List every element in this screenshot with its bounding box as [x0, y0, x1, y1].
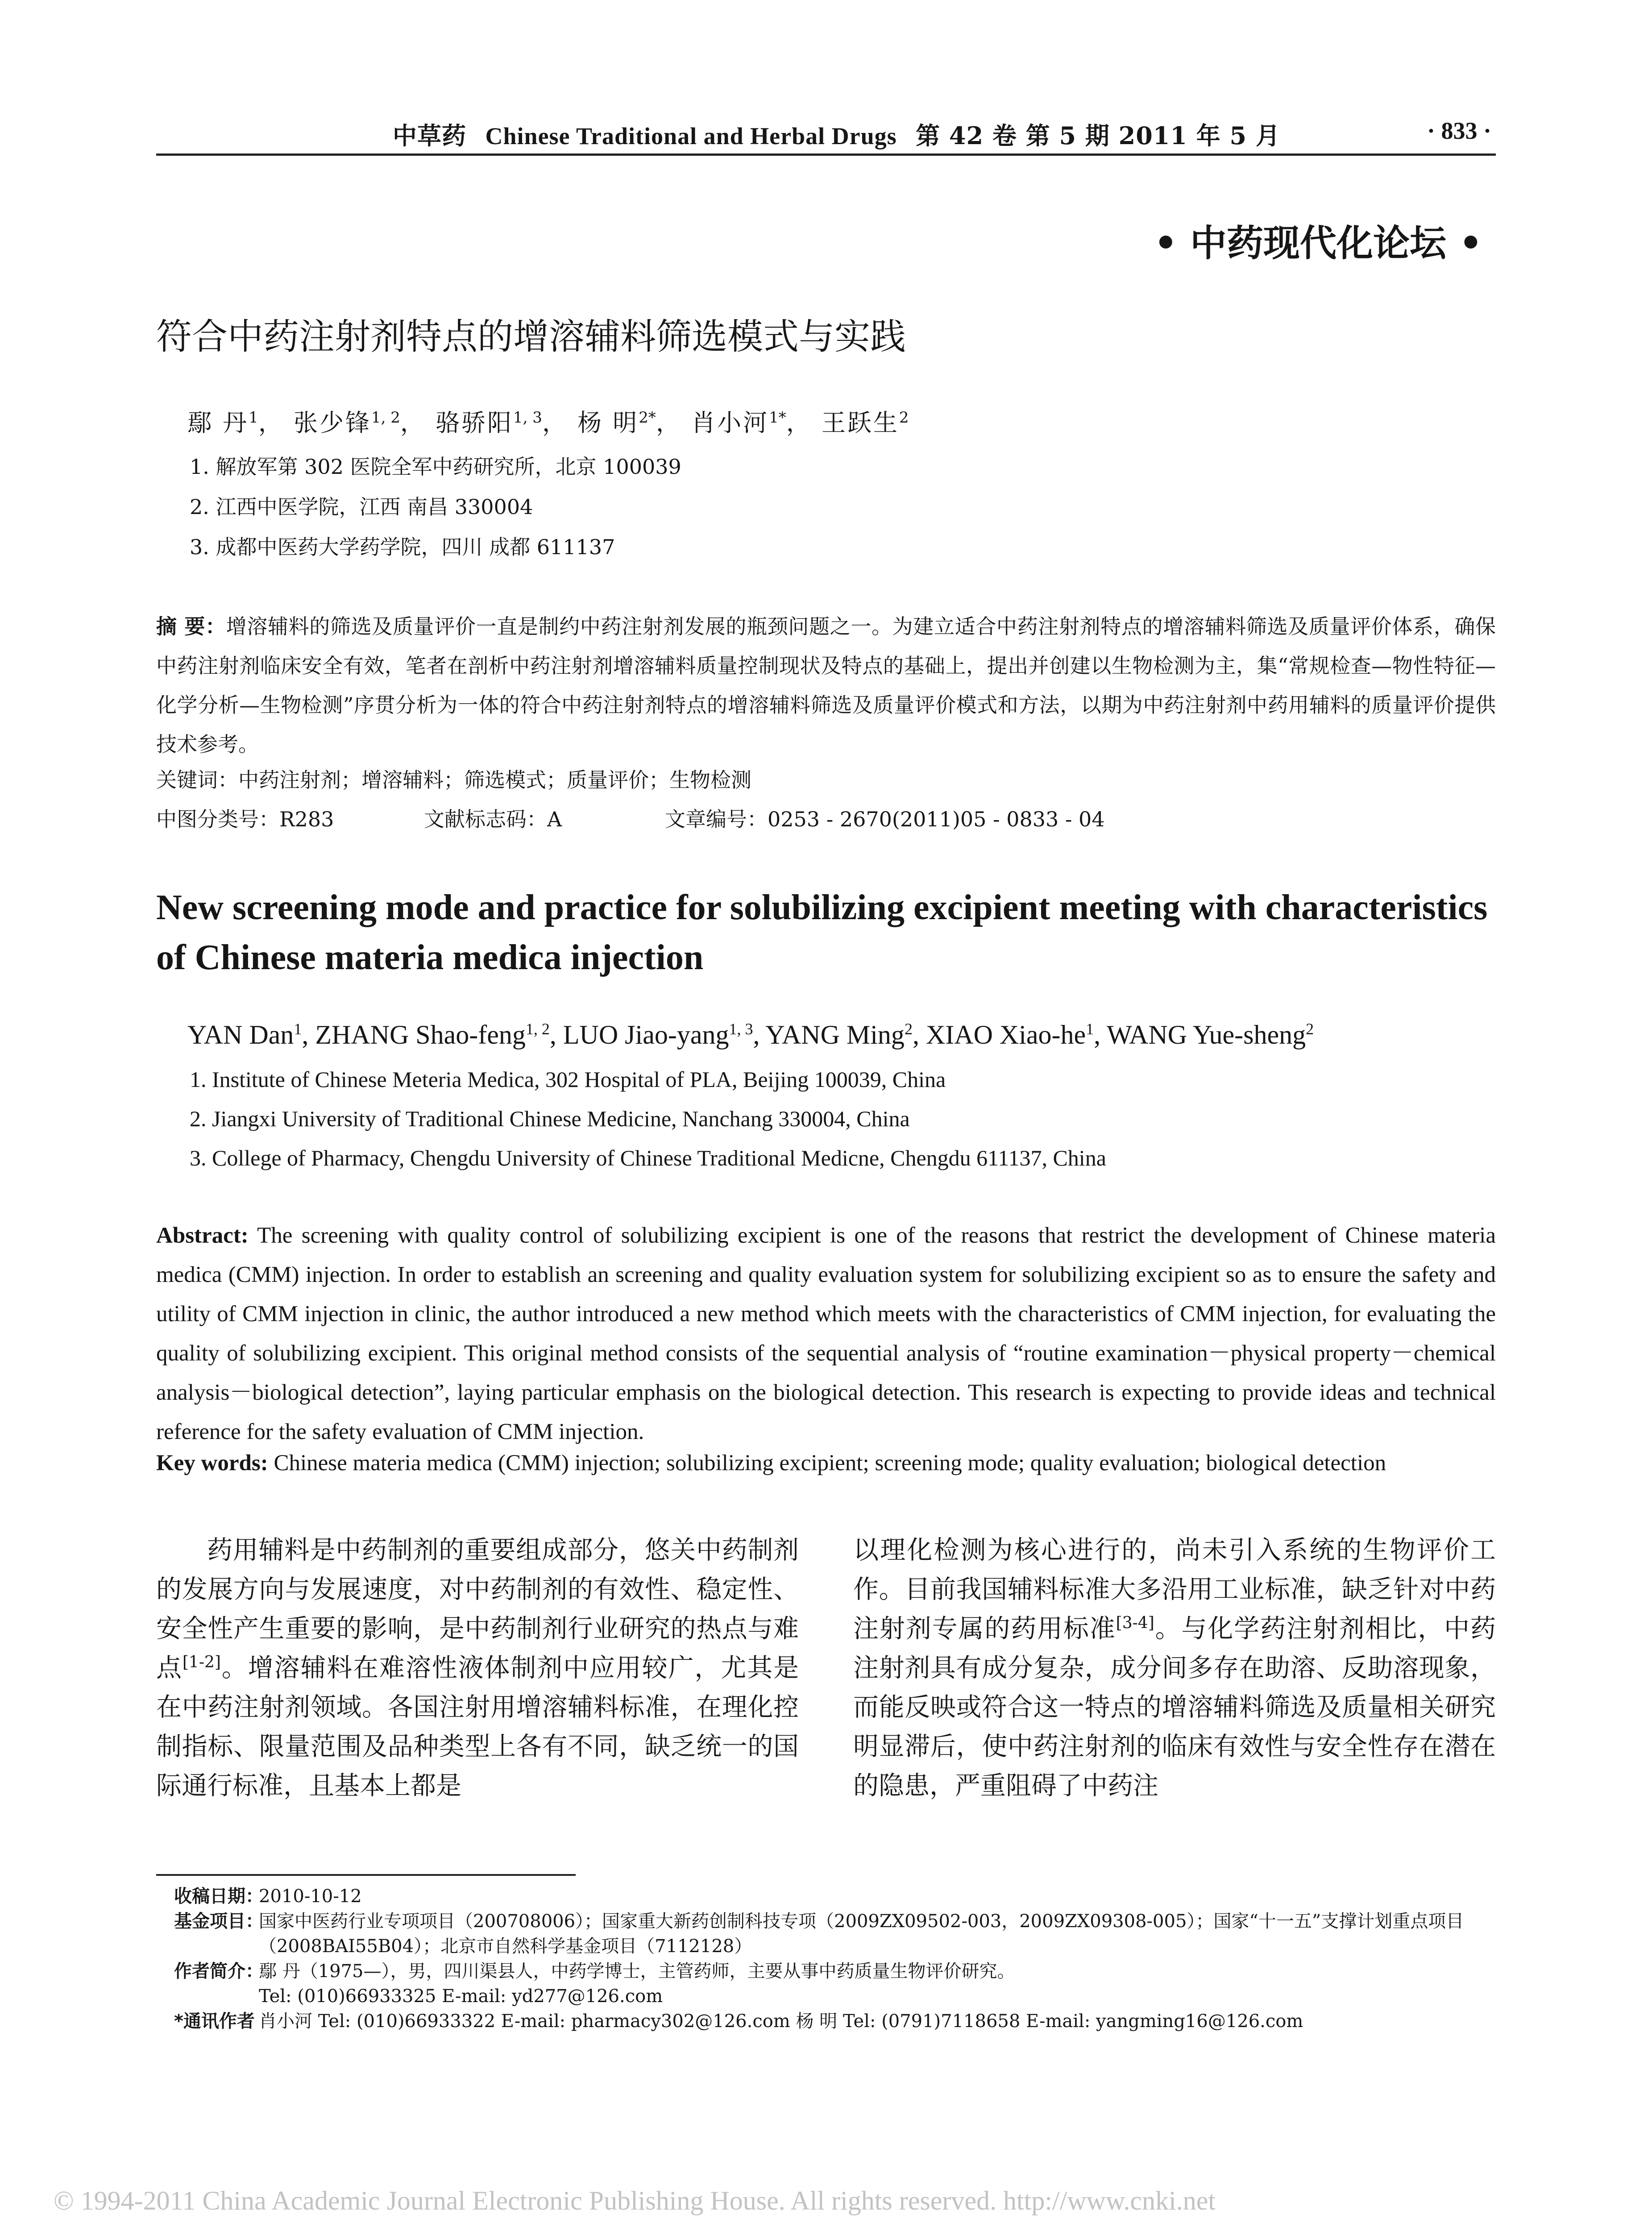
citation-ref[interactable]: [1-2]	[182, 1653, 221, 1671]
cn-author-affil-mark: 1	[249, 409, 258, 427]
footnote-bio	[174, 1959, 1504, 1984]
cn-author: 杨 明	[577, 409, 639, 437]
article-no-label: 文章编号：	[665, 807, 768, 831]
bio-label: 作者简介：	[174, 1961, 263, 1982]
en-author-list: YAN Dan$^1$, ZHANG Shao-feng$^{1, 2}$, LUO Jiao-yang$^{1, 3}$, YANG Ming$^2$, XIAO Xiao-$he^1$, WANG Yue-sheng$^2$	[187, 1020, 1314, 1049]
en-author: ZHANG Shao-feng	[315, 1020, 526, 1049]
en-author: LUO Jiao-yang	[563, 1020, 729, 1049]
footnote-funding	[174, 1909, 1504, 1959]
funding-label: 基金项目：	[174, 1911, 263, 1932]
cn-affiliation: 3. 成都中医药大学药学院，四川 成都 611137	[190, 535, 615, 559]
section-banner: • 中药现代化论坛 •	[1154, 222, 1482, 265]
en-author-affil-mark: 1	[1086, 1020, 1094, 1038]
en-author: XIAO Xiao-he	[926, 1020, 1086, 1049]
en-abstract-text: The screening with quality control of solubilizing excipient is one of the reasons that restrict the development of Chinese materia medica (CMM) injection. In order to establish an screening and quality evaluation system for solubilizing excipient so as to ensure the safety and utility of CMM injection in clinic, the author introduced a new method which meets with the characteristics of CMM injection, for evaluating the quality of solubilizing excipient. This original method consists of the sequential analysis of “routine examination－physical property－chemical analysis－biological detection”, laying particular emphasis on the biological detection. This research is expecting to provide ideas and technical reference for the safety evaluation of CMM injection.	[156, 1223, 1496, 1444]
cn-abstract-text: 增溶辅料的筛选及质量评价一直是制约中药注射剂发展的瓶颈问题之一。为建立适合中药注射剂特点的增溶辅料筛选及质量评价体系，确保中药注射剂临床安全有效，笔者在剖析中药注射剂增溶辅料质量控制现状及特点的基础上，提出并创建以生物检测为主，集“常规检查—物性特征—化学分析—生物检测”序贯分析为一体的符合中药注射剂特点的增溶辅料筛选及质量评价模式和方法，以期为中药注射剂中药用辅料的质量评价提供技术参考。	[156, 614, 1496, 756]
cn-keywords-text: 中药注射剂；增溶辅料；筛选模式；质量评价；生物检测	[238, 768, 751, 792]
copyright-watermark: © 1994-2011 China Academic Journal Electronic Publishing House. All rights reserved. http://www.cnki.net	[54, 2186, 1216, 2215]
journal-name-cn: 中草药	[393, 121, 466, 150]
footnotes	[174, 1884, 1504, 2034]
clc-value: R283	[279, 807, 334, 831]
journal-name-en: Chinese Traditional and Herbal Drugs	[485, 123, 897, 149]
cn-author-affil-mark: 2*	[639, 409, 656, 427]
corresponding-text: 肖小河 Tel: (010)66933322 E-mail: pharmacy302@126.com 杨 明 Tel: (0791)7118658 E-mail: yangming16@126.com	[259, 2011, 1303, 2032]
body-paragraph-text: 药用辅料是中药制剂的重要组成部分，悠关中药制剂的发展方向与发展速度，对中药制剂的有效性、稳定性、安全性产生重要的影响，是中药制剂行业研究的热点与难点	[156, 1535, 799, 1683]
en-affiliation: 3. College of Pharmacy, Chengdu University of Chinese Traditional Medicne, Chengdu 611137, China	[190, 1145, 1106, 1170]
received-label: 收稿日期：	[174, 1886, 263, 1907]
en-affiliation: 1. Institute of Chinese Meteria Medica, 302 Hospital of PLA, Beijing 100039, China	[190, 1067, 946, 1092]
cn-author: 骆骄阳	[436, 409, 514, 437]
en-author-affil-mark: 2	[904, 1020, 913, 1038]
clc-label: 中图分类号：	[156, 807, 279, 831]
article-no-value: 0253 - 2670(2011)05 - 0833 - 04	[768, 807, 1105, 831]
en-title: New screening mode and practice for solubilizing excipient meeting with characteristics of Chinese materia medica injection	[156, 888, 1488, 977]
cn-title: 符合中药注射剂特点的增溶辅料筛选模式与实践	[156, 316, 906, 357]
citation-ref[interactable]: [3-4]	[1116, 1614, 1154, 1632]
en-author-affil-mark: 1	[294, 1020, 302, 1038]
cn-abstract-label: 摘 要：	[156, 614, 226, 639]
footnote-corresponding	[174, 2009, 1504, 2034]
en-author-affil-mark: 1, 3	[729, 1020, 753, 1038]
cn-author-affil-mark: 1, 3	[513, 409, 542, 427]
en-abstract-label: Abstract:	[156, 1223, 249, 1248]
cn-author-affil-mark: 1, 2	[371, 409, 400, 427]
body-paragraph-text: 。增溶辅料在难溶性液体制剂中应用较广，尤其是在中药注射剂领域。各国注射用增溶辅料标准，在理化控制指标、限量范围及品种类型上各有不同，缺乏统一的国际通行标准，且基本上都是	[156, 1653, 799, 1800]
cn-author: 王跃生	[821, 409, 899, 437]
cn-author: 肖小河	[691, 409, 769, 437]
cn-author-list: 鄢 丹$^1$， 张少锋$^{1, 2}$， 骆骄阳$^{1, 3}$， 杨 明$^{2*}$， 肖小河$^{1*}$， 王跃生$^2$	[187, 409, 909, 437]
en-author: WANG Yue-sheng	[1107, 1020, 1306, 1049]
en-keywords-label: Key words:	[156, 1451, 268, 1476]
cn-keywords-label: 关键词：	[156, 768, 238, 792]
bio-contact: Tel: (010)66933325 E-mail: yd277@126.com	[259, 1986, 663, 2007]
cn-author: 鄢 丹	[187, 409, 249, 437]
corresponding-label: *通讯作者	[174, 2011, 255, 2032]
footnote-received	[174, 1884, 1504, 1909]
cn-author: 张少锋	[293, 409, 371, 437]
en-author: YAN Dan	[187, 1020, 294, 1049]
body-column-left	[156, 1530, 799, 1805]
classification-row	[156, 803, 1105, 833]
running-header-journal	[393, 117, 1280, 151]
cn-abstract	[156, 607, 1496, 764]
funding-text: 国家中医药行业专项项目（200708006）；国家重大新药创制科技专项（2009ZX09502-003，2009ZX09308-005）；国家“十一五”支撑计划重点项目（2008BAI55B04）；北京市自然科学基金项目（7112128）	[259, 1911, 1464, 1957]
en-keywords	[156, 1450, 1386, 1476]
cn-affiliation: 2. 江西中医学院，江西 南昌 330004	[190, 495, 533, 519]
cn-author-affil-mark: 2	[899, 409, 909, 427]
footnote-bio-contact	[174, 1984, 1504, 2009]
doc-code-value: A	[547, 807, 562, 831]
page-number: · 833 ·	[1427, 117, 1491, 144]
en-abstract	[156, 1216, 1496, 1451]
footnote-rule	[156, 1874, 576, 1876]
body-paragraph-text: 以理化检测为核心进行的，尚未引入系统的生物评价工作。目前我国辅料标准大多沿用工业标准，缺乏针对中药注射剂专属的药用标准	[853, 1535, 1496, 1643]
received-date: 2010-10-12	[259, 1886, 362, 1907]
cn-keywords	[156, 764, 751, 793]
journal-issue: 第 42 卷 第 5 期 2011 年 5 月	[916, 121, 1280, 150]
doc-code-label: 文献标志码：	[424, 807, 547, 831]
en-author: YANG Ming	[765, 1020, 905, 1049]
body-column-right	[853, 1530, 1496, 1805]
en-author-affil-mark: 1, 2	[525, 1020, 550, 1038]
en-author-affil-mark: 2	[1306, 1020, 1314, 1038]
cn-affiliation: 1. 解放军第 302 医院全军中药研究所，北京 100039	[190, 455, 681, 479]
header-rule	[156, 153, 1496, 156]
en-affiliation: 2. Jiangxi University of Traditional Chinese Medicine, Nanchang 330004, China	[190, 1106, 910, 1131]
cn-author-affil-mark: 1*	[769, 409, 786, 427]
en-keywords-text: Chinese materia medica (CMM) injection; solubilizing excipient; screening mode; quality evaluation; biological detection	[274, 1451, 1386, 1476]
body-paragraph-text: 。与化学药注射剂相比，中药注射剂具有成分复杂，成分间多存在助溶、反助溶现象，而能反映或符合这一特点的增溶辅料筛选及质量相关研究明显滞后，使中药注射剂的临床有效性与安全性存在潜在的隐患，严重阻碍了中药注	[853, 1614, 1496, 1800]
bio-text: 鄢 丹（1975—），男，四川渠县人，中药学博士，主管药师，主要从事中药质量生物评价研究。	[259, 1961, 1015, 1982]
